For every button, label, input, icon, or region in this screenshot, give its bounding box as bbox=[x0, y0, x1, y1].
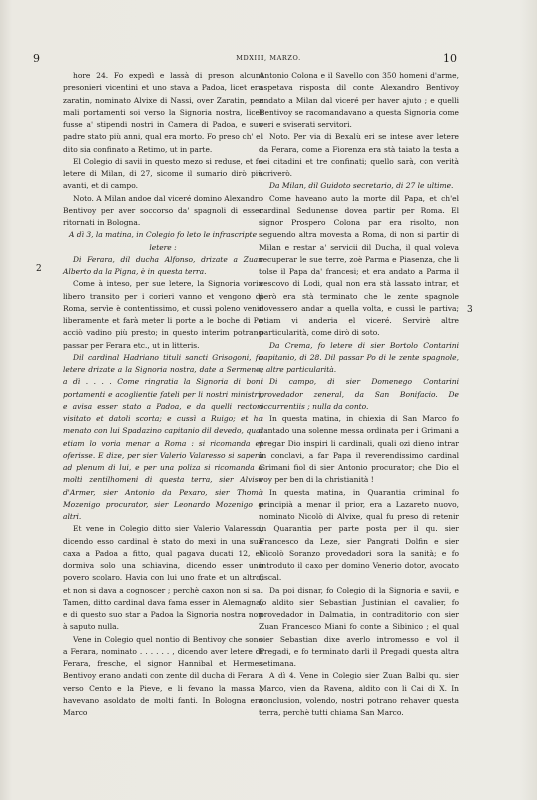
paragraph: Noto. A Milan andoe dal viceré domino Alexandro Bentivoy per aver soccorso da' spagnoli di esser ritornati in Bologna. bbox=[63, 193, 263, 227]
paragraph: Et vene in Colegio ditto sier Valerio Valaresso, dicendo esso cardinal è stato do mexi in una sua caxa a Padoa a fitto, qual pagava ducati 12, et dormiva solo una schiavina, dicendo esser uno povero scolaro. Havia con lui uno frate et un altro, et non si dava a cognoscer ; perchè caxon non si sa. Tamen, ditto cardinal dava fama esser in Alemagna, e di questo suo star a Padoa la Signoria nostra non à saputo nulla. bbox=[63, 524, 263, 632]
paragraph: hore 24. Fo expedì e lassà di preson alcuni presonieri vicentini et uno stava a Padoa, licet era zaratin, nominato Alvixe di Nassi, over Zaratin, per mali portamenti soi verso la Signoria nostra, licet fusse a' stipendi nostri in Camera di Padoa, e suo padre stato più anni, qual era morto. Fo preso ch' el dito sia confinato a Retimo, ut in parte. bbox=[63, 71, 263, 154]
paragraph: A dì 3, la matina, in Colegio fo leto le infrascripte letere : bbox=[68, 230, 258, 252]
paragraph: Dil cardinal Hadriano tituli sancti Grisogoni, fo letere drizate a la Signoria nostra, date a Sermene, a dì . . . . Come ringratia la Signoria di boni portamenti e acoglientie fateli per li nostri ministri, e avisa esser stato a Padoa, e da quelli rectori visitato et datoli scorta; e cussì a Ruigo; et ha menato con lui Spadazino capitanio dil devedo, qual etiam lo voria menar a Roma : si ricomanda et oferisse. E dize, per sier Valerio Valaresso si saperà ad plenum di lui, e per una poliza si ricomanda a molti zentilhomeni di questa terra, sier Alvise d'Armer, sier Antonio da Pexaro, sier Thomà Mozenigo procurator, sier Leonardo Mozenigo e altri. bbox=[63, 352, 263, 521]
page-number-left: 9 bbox=[33, 52, 40, 65]
paragraph: Noto. Per via di Bexalù eri se intese aver letere da Ferara, come a Fiorenza era stà taiato la testa a sei citadini et tre confinati; quello sarà, con verità scriverò. bbox=[259, 132, 459, 178]
running-title: MDXIII, MARZO. bbox=[236, 54, 301, 62]
margin-number-right: 3 bbox=[467, 305, 473, 315]
margin-number-left: 2 bbox=[36, 264, 42, 274]
paragraph: In questa matina, in chiexia di San Marco fo cantado una solenne messa ordinata per i Grimani a pregar Dio inspiri li cardinali, quali ozi dieno intrar in conclavi, a far Papa il reverendissimo cardinal Grimani fiol di sier Antonio procurator; che Dio el voy per ben di la christianità ! bbox=[259, 414, 459, 485]
paragraph: Vene in Colegio quel nontio di Bentivoy che sono a Ferara, nominato . . . . . . , dicendo aver letere di Ferara, fresche, el signor Hannibal et Hermes Bentivoy erano andati con zente dil ducha di Ferara verso Cento e la Pieve, e li fevano la massa ; havevano asoldato de molti fanti. In Bologna era Marco bbox=[63, 634, 263, 717]
paragraph: Da poi disnar, fo Colegio di la Signoria e savii, e fo aldito sier Sebastian Justinian el cavalier, fo provedador in Dalmatia, in contraditorio con sier Zuan Francesco Miani fo conte a Sibinico ; el qual sier Sebastian dixe averlo intromesso e vol il Pregadi, e fo terminato darli il Pregadi questa altra setimana. bbox=[259, 585, 459, 668]
paragraph: Come haveano auto la morte dil Papa, et ch'el cardinal Sedunense dovea partir per Roma. El signor Prospero Colona par era risolto, non seguendo altra movesta a Roma, di non si partir di Milan e restar a' servicii dil Ducha, il qual voleva recuperar le sue terre, zoè Parma e Piasenza, che li tolse il Papa da' francesi; et era andato a Parma il vescovo di Lodi, qual non era stà lassato intrar, et però era stà terminato che le zente spagnole dovessero andar a quella volta, e cussì le partiva; etiam vi anderia el viceré. Servirè altre particularità, come dirò di soto. bbox=[259, 193, 459, 338]
running-header bbox=[0, 52, 537, 66]
left-column bbox=[63, 70, 263, 719]
paragraph: A dì 4. Vene in Colegio sier Zuan Balbi qu. sier Marco, vien da Ravena, aldito con li Cai di X. In conclusion, volendo, nostri potrano rehaver questa terra, perchè tutti chiama San Marco. bbox=[259, 671, 459, 717]
page-number-right: 10 bbox=[443, 52, 457, 65]
paragraph: Di Ferara, dil ducha Alfonso, drizate a Zuan Alberto da la Pigna, è in questa terra. bbox=[63, 254, 263, 276]
paragraph: Antonio Colona e il Savello con 350 homeni d'arme, aspetava risposta dil conte Alexandro Bentivoy andato a Milan dal viceré per haver ajuto ; e quelli Bentivoy se racomandavano a questa Signoria come veri e sviserati servitori. bbox=[259, 71, 459, 129]
paragraph: Di campo, di sier Domenego Contarini provedador zeneral, da San Bonifacio. De occurrentiis ; nulla da conto. bbox=[259, 377, 459, 411]
right-column bbox=[259, 70, 459, 719]
paragraph: In questa matina, in Quarantia criminal fo principià a menar il prior, era a Lazareto nuovo, nominato Nicolò di Alvixe, qual fu preso di retenir in Quarantia per parte posta per il qu. sier Francesco da Leze, sier Pangrati Dolfin e sier Nicolò Soranzo provedadori sora la sanità; e fo introduto il caxo per domino Venerio dotor, avocato fiscal. bbox=[259, 487, 459, 583]
paragraph: Da Crema, fo letere di sier Bortolo Contarini capitanio, di 28. Dil passar Po di le zente spagnole, e altre particularità. bbox=[259, 340, 459, 374]
paragraph: Come à inteso, per sue letere, la Signoria voria libero transito per i corieri vanno et vengono di Roma, servìe è contentissimo, et cussì poleno venir liberamente et farà meter li porte a le boche di Po acciò vadino più presto; in questo interim potrano passar per Ferara etc., ut in litteris. bbox=[63, 279, 263, 350]
paragraph: El Colegio di savii in questo mezo si reduse, et fo letere di Milan, di 27, sicome il sumario dirò più avanti, et di campo. bbox=[63, 156, 263, 191]
paragraph: Da Milan, dil Guidoto secretario, di 27 le ultime. bbox=[269, 181, 454, 191]
